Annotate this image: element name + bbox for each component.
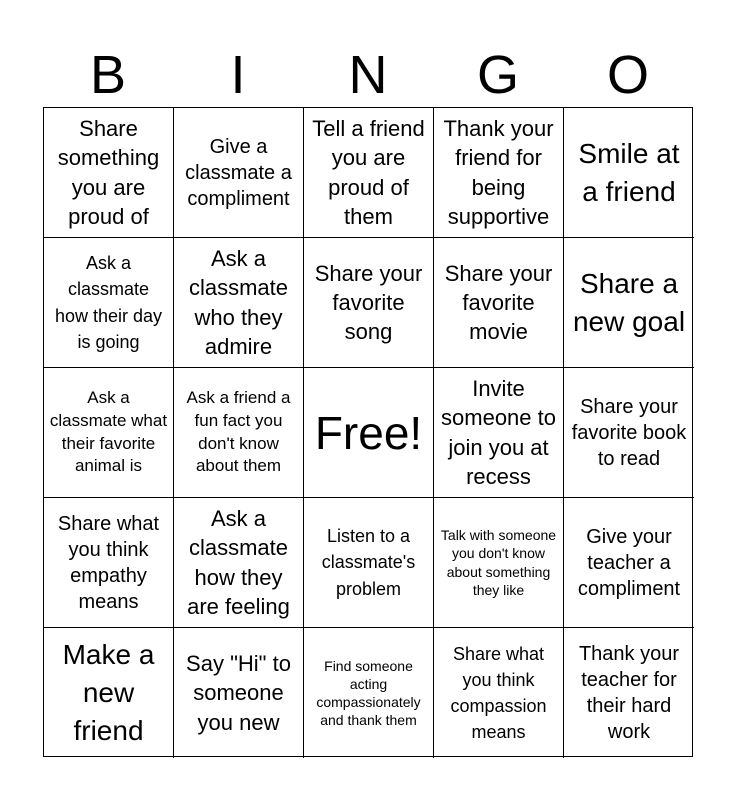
bingo-cell-r1c1[interactable]: Share something you are proud of (44, 108, 174, 238)
bingo-cell-r1c4[interactable]: Thank your friend for being supportive (434, 108, 564, 238)
header-letter-b: B (89, 45, 127, 105)
bingo-cell-r5c2[interactable]: Say "Hi" to someone you new (174, 628, 304, 758)
bingo-cell-r4c3[interactable]: Listen to a classmate's problem (304, 498, 434, 628)
bingo-cell-r3c5[interactable]: Share your favorite book to read (564, 368, 694, 498)
bingo-cell-r2c4[interactable]: Share your favorite movie (434, 238, 564, 368)
bingo-cell-r1c5[interactable]: Smile at a friend (564, 108, 694, 238)
bingo-cell-r3c4[interactable]: Invite someone to join you at recess (434, 368, 564, 498)
header-letter-g: G (476, 45, 519, 105)
bingo-cell-r3c1[interactable]: Ask a classmate what their favorite animal is (44, 368, 174, 498)
bingo-cell-r3c2[interactable]: Ask a friend a fun fact you don't know about them (174, 368, 304, 498)
bingo-header (43, 42, 693, 108)
bingo-cell-r5c5[interactable]: Thank your teacher for their hard work (578, 643, 680, 743)
header-letter-o: O (606, 45, 649, 105)
bingo-cell-r2c2[interactable]: Ask a classmate who they admire (174, 238, 304, 368)
bingo-cell-r2c3[interactable]: Share your favorite song (304, 238, 434, 368)
header-letter-n: N (348, 45, 388, 105)
bingo-board (43, 107, 693, 757)
bingo-cell-r2c1[interactable]: Ask a classmate how their day is going (44, 238, 174, 368)
bingo-cell-r4c5[interactable]: Give your teacher a compliment (564, 498, 694, 628)
bingo-cell-r5c4[interactable]: Share what you think compassion means (434, 628, 564, 758)
header-letter-i: I (230, 45, 246, 105)
bingo-cell-r1c2[interactable]: Give a classmate a compliment (174, 108, 304, 238)
bingo-cell-r2c5[interactable]: Share a new goal (564, 238, 694, 368)
bingo-cell-r4c2[interactable]: Ask a classmate how they are feeling (174, 498, 304, 628)
bingo-cell-r4c1[interactable]: Share what you think empathy means (44, 498, 174, 628)
bingo-cell-r5c3[interactable]: Find someone acting compassionately and thank them (304, 628, 434, 758)
bingo-cell-free[interactable]: Free! (304, 368, 434, 498)
bingo-cell-r5c1[interactable]: Make a new friend (44, 628, 174, 758)
bingo-cell-r1c3[interactable]: Tell a friend you are proud of them (304, 108, 434, 238)
bingo-cell-r4c4[interactable]: Talk with someone you don't know about something they like (434, 498, 564, 628)
